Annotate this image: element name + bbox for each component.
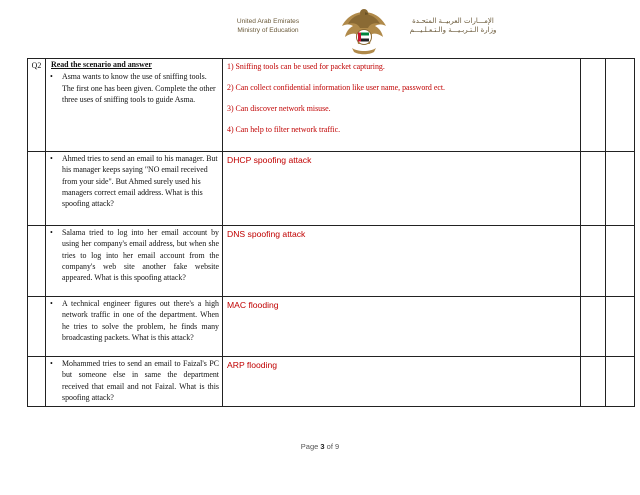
answer-text: MAC flooding [227,300,279,310]
question-number-empty [28,357,46,407]
footer-of-label: of [326,442,333,451]
question-number: Q2 [28,59,46,152]
question-number-empty [28,297,46,357]
header-english [206,17,330,35]
bullet-icon: • [50,359,53,368]
question-prompt: A technical engineer figures out there's a high network traffic in one of the department. When he tries to solve the problem, he finds many broadcasting packets. What is this attack? [62,299,219,342]
page-header [0,0,640,58]
table-row [28,226,635,297]
prompt-line: Asma wants to know the use of sniffing tools. [62,72,207,82]
question-table [27,58,635,407]
answer-item: 4) Can help to filter network traffic. [227,125,341,134]
score-cell [581,59,606,152]
answer-text: DNS spoofing attack [227,229,306,239]
answer-item: 3) Can discover network misuse. [227,104,331,113]
extra-cell [606,59,635,152]
question-heading: Read the scenario and answer [51,60,152,69]
score-cell [581,357,606,407]
footer-page-label: Page [300,442,319,451]
header-arabic-line-2: وزارة الـتـربـيـــة والـتـعـلـيـــم [409,26,497,34]
answer-list [223,59,580,147]
extra-cell [606,297,635,357]
answer-item: 1) Sniffing tools can be used for packet capturing. [227,62,385,71]
answer-item: 2) Can collect confidential information like user name, password ect. [227,83,446,92]
answer-cell [223,59,581,152]
prompt-line: The first one has been given. Complete the other three uses of sniffing tools to guide Asma. [62,83,216,104]
score-cell [581,152,606,226]
header-arabic [398,17,508,35]
table-row [28,297,635,357]
question-cell [46,152,223,226]
table-row [28,152,635,226]
bullet-icon: • [50,154,53,163]
footer-total-pages: 9 [335,442,340,451]
bullet-icon: • [50,228,53,237]
bullet-icon: • [50,299,53,308]
extra-cell [606,152,635,226]
answer-cell [223,226,581,297]
question-prompt: Ahmed tries to send an email to his manager. But his manager keeps saying "NO email received from your side". But Ahmed surely used his managers correct email address. What is this spoofing attack? [62,154,218,209]
answer-text: ARP flooding [227,360,278,370]
answer-text: DHCP spoofing attack [227,155,312,165]
header-english-line-2: Ministry of Education [237,27,299,34]
table-row [28,59,635,152]
page-footer [0,442,640,451]
question-cell [46,226,223,297]
score-cell [581,297,606,357]
bullet-icon: • [50,72,53,82]
extra-cell [606,357,635,407]
uae-emblem-icon [336,4,392,58]
question-prompt: Salama tried to log into her email account by using her company's email address, but when she tries to log into her email account from the company's web site another fake website appeared. What is this spoofing attack? [62,228,219,283]
score-cell [581,226,606,297]
answer-cell [223,152,581,226]
question-cell [46,59,223,152]
answer-cell [223,297,581,357]
question-number-empty [28,152,46,226]
header-arabic-line-1: الإمـــارات العربيــة المتحـدة [412,17,494,25]
question-prompt: Mohammed tries to send an email to Faizal's PC but someone else in same the department received that email and not Faizal. What is this spoofing attack? [62,359,219,402]
footer-current-page: 3 [320,442,325,451]
question-cell [46,297,223,357]
question-prompt [46,70,222,105]
header-english-line-1: United Arab Emirates [236,18,300,25]
question-number-empty [28,226,46,297]
answer-cell [223,357,581,407]
extra-cell [606,226,635,297]
question-cell [46,357,223,407]
table-row [28,357,635,407]
